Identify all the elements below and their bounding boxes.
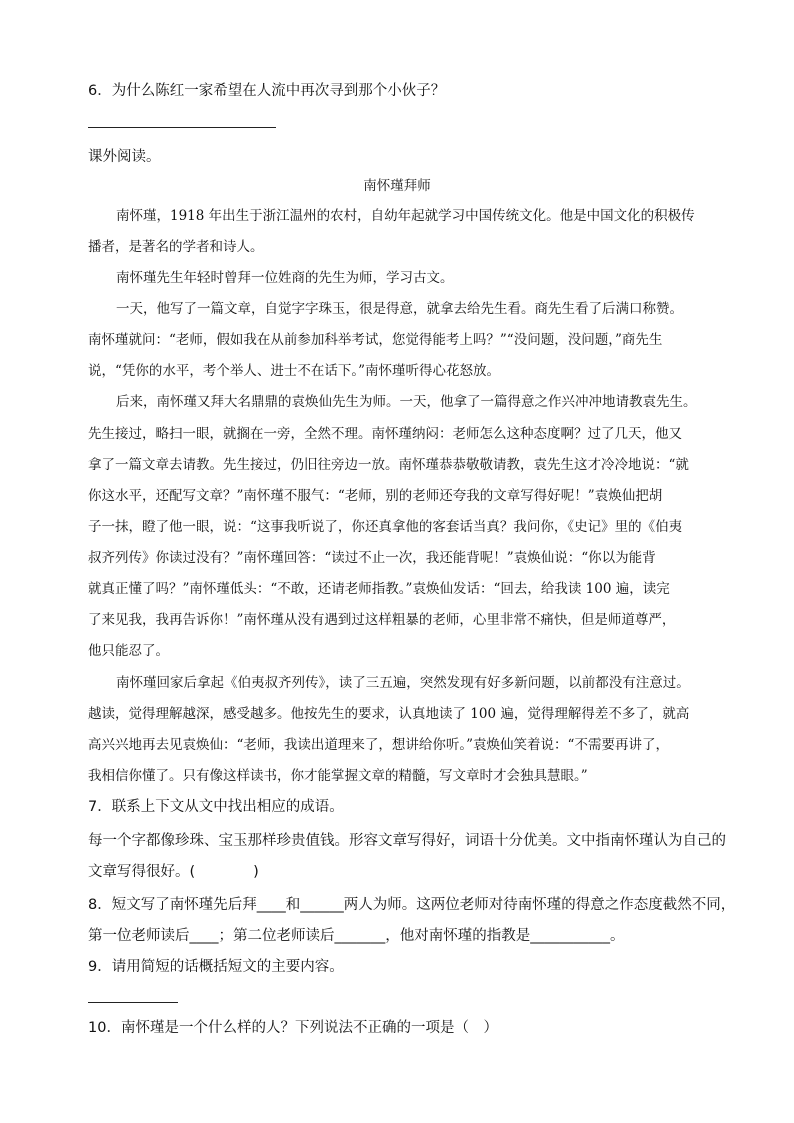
passage-line: 先生接过，略扫一眼，就搁在一旁，全然不理。南怀瑾纳闷：老师怎么这种态度啊？过了几天，他又 <box>88 426 682 442</box>
section-label: 课外阅读。 <box>88 149 161 165</box>
question-10: 10．南怀瑾是一个什么样的人？下列说法不正确的一项是（ ） <box>88 1020 498 1036</box>
passage-line: 南怀瑾先生年轻时曾拜一位姓商的先生为师，学习古文。 <box>116 270 454 286</box>
question-8[interactable]: 8．短文写了南怀瑾先后拜____和______两人为师。这两位老师对待南怀瑾的得意之作态度截然不同， <box>88 897 736 913</box>
answer-line-q9 <box>88 1002 178 1003</box>
passage-line: 播者，是著名的学者和诗人。 <box>88 239 264 255</box>
passage-line: 拿了一篇文章去请教。先生接过，仍旧往旁边一放。南怀瑾恭恭敬敬请教，袁先生这才冷冷地说：“就 <box>88 457 689 473</box>
passage-line: 了来见我，我再告诉你！”南怀瑾从没有遇到过这样粗暴的老师，心里非常不痛快，但是师道尊严， <box>88 612 676 628</box>
passage-line: 子一抹，瞪了他一眼，说：“这事我听说了，你还真拿他的客套话当真？我问你，《史记》里的《伯夷 <box>88 519 683 535</box>
passage-line: 叔齐列传》你读过没有？”南怀瑾回答：“读过不止一次，我还能背呢！”袁焕仙说：“你以为能背 <box>88 550 656 566</box>
passage-line: 一天，他写了一篇文章，自觉字字珠玉，很是得意，就拿去给先生看。商先生看了后满口称赞。 <box>116 301 683 317</box>
question-8-continued[interactable]: 第一位老师读后____；第二位老师读后_______，他对南怀瑾的指教是___________。 <box>88 928 625 944</box>
passage-line: 后来，南怀瑾又拜大名鼎鼎的袁焕仙先生为师。一天，他拿了一篇得意之作兴冲冲地请教袁先生。 <box>116 394 697 410</box>
passage-line: 说，“凭你的水平，考个举人、进士不在话下。”南怀瑾听得心花怒放。 <box>88 363 501 379</box>
question-7: 7．联系上下文从文中找出相应的成语。 <box>88 799 344 815</box>
passage-line: 我相信你懂了。只有像这样读书，你才能掌握文章的精髓，写文章时才会独具慧眼。” <box>88 768 588 784</box>
passage-line: 南怀瑾，1918 年出生于浙江温州的农村，自幼年起就学习中国传统文化。他是中国文化的积极传 <box>116 208 695 224</box>
passage-line: 高兴兴地再去见袁焕仙：“老师，我读出道理来了，想讲给你听。”袁焕仙笑着说：“不需要再讲了， <box>88 737 669 753</box>
passage-line: 越读，觉得理解越深，感受越多。他按先生的要求，认真地读了 100 遍，觉得理解得差不多了，就高 <box>88 706 690 722</box>
passage-line: 你这水平，还配写文章？”南怀瑾不服气：“老师，别的老师还夸我的文章写得好呢！”袁焕仙把胡 <box>88 488 663 504</box>
question-7-prompt: 每一个字都像珍珠、宝玉那样珍贵值钱。形容文章写得好，词语十分优美。文中指南怀瑾认为自己的 <box>88 833 726 849</box>
passage-title: 南怀瑾拜师 <box>363 178 431 194</box>
passage-line: 他只能忍了。 <box>88 643 169 659</box>
passage-line: 就真正懂了吗？”南怀瑾低头：“不敢，还请老师指教。”袁焕仙发话：“回去，给我读 100 遍，读完 <box>88 581 670 597</box>
question-7-answer-blank[interactable]: 文章写得很好。( ) <box>88 864 259 880</box>
answer-line-q6 <box>88 127 276 128</box>
question-9: 9．请用简短的话概括短文的主要内容。 <box>88 959 344 975</box>
passage-line: 南怀瑾回家后拿起《伯夷叔齐列传》，读了三五遍，突然发现有好多新问题，以前都没有注意过。 <box>116 675 690 691</box>
passage-line: 南怀瑾就问：“老师，假如我在从前参加科举考试，您觉得能考上吗？”“没问题，没问题，”商先生 <box>88 332 663 348</box>
question-6: 6．为什么陈红一家希望在人流中再次寻到那个小伙子？ <box>88 83 446 99</box>
